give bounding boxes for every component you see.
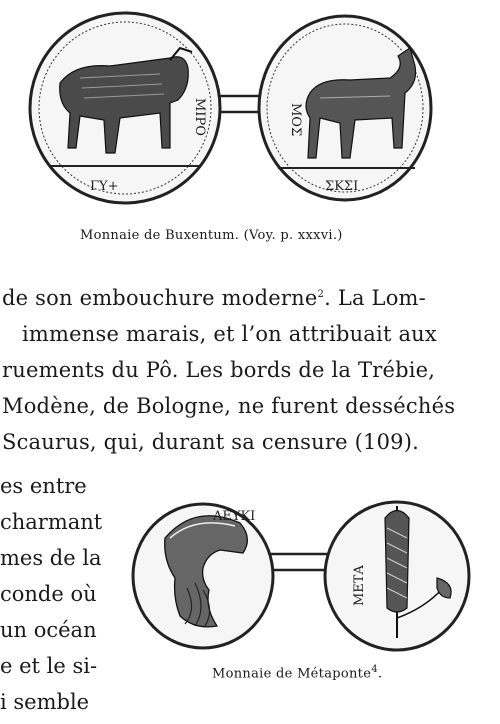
figure-caption-buxentum: Monnaie de Buxentum. (Voy. p. xxxvi.)	[80, 228, 343, 243]
footnote-ref-4: 4	[371, 664, 378, 675]
left-coin-legend-metaponte: ΛΕΥΚΙ	[213, 509, 256, 524]
text-line-1-after: . La Lom-	[324, 286, 426, 310]
text-line-1	[2, 286, 426, 310]
right-coin-legend-side: ΜΟΣ	[288, 103, 303, 137]
side-line-3: mes de la	[0, 546, 102, 570]
side-line-4: conde où	[0, 582, 97, 606]
text-line-3: ruements du Pô. Les bords de la Trébie,	[2, 358, 436, 382]
figure-metaponte	[125, 498, 485, 658]
side-line-5: un océan	[0, 618, 97, 642]
right-coin-legend-bottom: ΣΚΣΙ	[325, 179, 359, 194]
side-line-1: es entre	[0, 474, 87, 498]
right-coin-legend-metaponte: ΜΕΤΑ	[352, 565, 367, 606]
footnote-ref-2: 2	[317, 289, 325, 300]
text-line-5: Scaurus, qui, durant sa censure (109).	[2, 430, 419, 454]
metaponte-coins-illustration	[125, 498, 485, 658]
side-line-6: e et le si-	[0, 654, 98, 678]
text-line-1-main: de son embouchure moderne	[2, 286, 318, 310]
text-line-2: immense marais, et l’on attribuait aux	[22, 322, 437, 346]
text-line-4: Modène, de Bologne, ne furent desséchés	[2, 394, 456, 418]
side-line-7: i semble	[0, 690, 90, 714]
figure-buxentum	[20, 8, 440, 218]
left-coin-legend-bottom: ΓΥ+	[90, 179, 119, 194]
side-line-2: charmant	[0, 510, 103, 534]
caption-metaponte-text: Monnaie de Métaponte	[212, 666, 372, 682]
figure-caption-metaponte	[212, 664, 382, 681]
caption-metaponte-after: .	[377, 666, 383, 682]
buxentum-coins-illustration	[20, 8, 440, 218]
left-coin-legend-side: ΜΙΡΟ	[192, 98, 207, 136]
